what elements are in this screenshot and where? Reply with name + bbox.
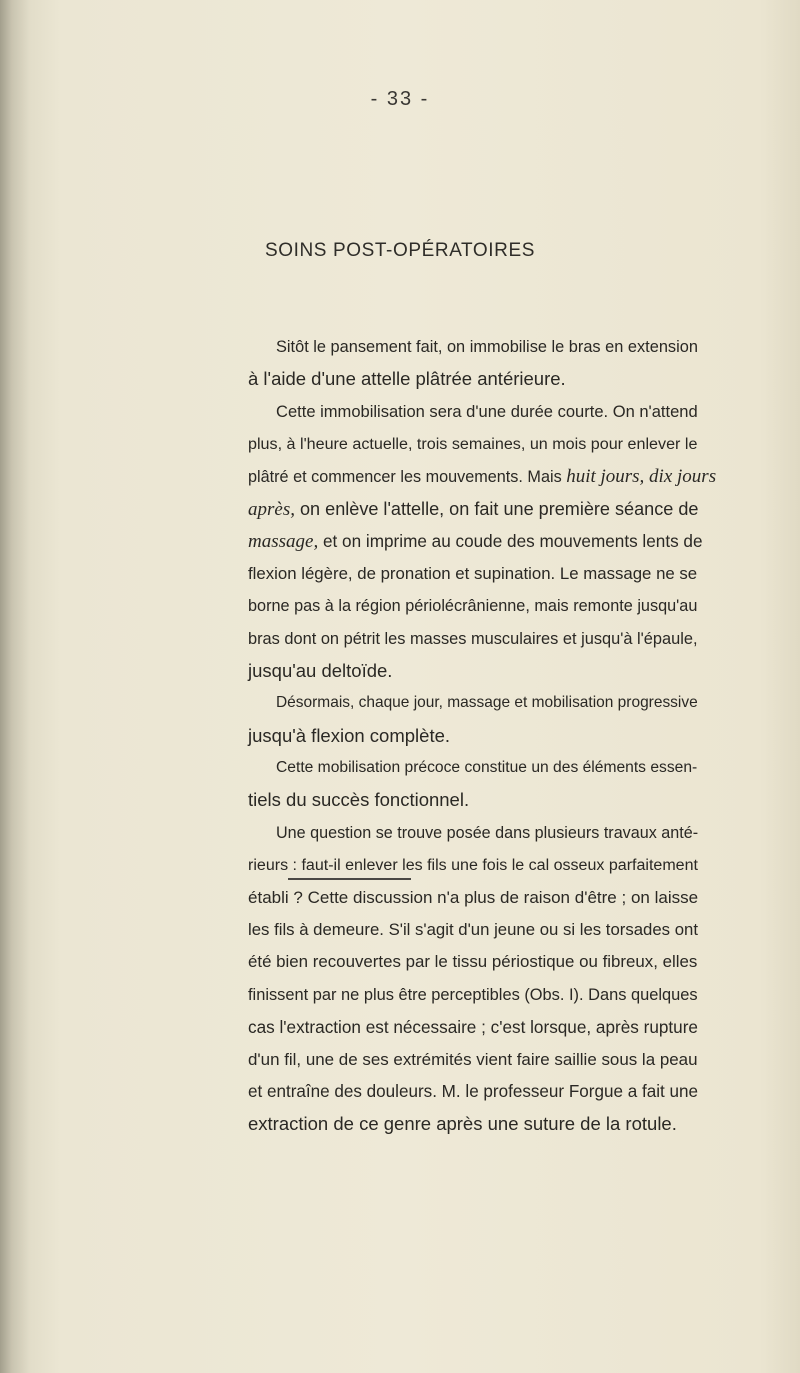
text-line: Cette mobilisation précoce constitue un des éléments essen- [276,759,698,777]
text-line: à l'aide d'une attelle plâtrée antérieure. [248,368,566,390]
text-line: et entraîne des douleurs. M. le professeur Forgue a fait une [248,1081,698,1101]
text-line: Une question se trouve posée dans plusieurs travaux anté- [276,823,699,842]
text-line: établi ? Cette discussion n'a plus de raison d'être ; on laisse [248,887,699,907]
text-line: flexion légère, de pronation et supination. Le massage ne se [248,563,698,583]
end-rule [288,878,411,880]
text-line: d'un fil, une de ses extrémités vient faire saillie sous la peau [248,1049,698,1069]
text-line: plâtré et commencer les mouvements. Mais huit jours, dix jours [248,465,717,487]
italic-phrase: après, [248,498,295,520]
text-line: borne pas à la région périolécrânienne, mais remonte jusqu'au [248,597,698,616]
text-line: jusqu'à flexion complète. [248,724,451,746]
text-line: Cette immobilisation sera d'une durée courte. On n'attend [276,401,698,421]
text-line: extraction de ce genre après une suture de la rotule. [248,1113,677,1135]
text-line: Désormais, chaque jour, massage et mobilisation progressive [276,694,698,712]
text-line: après, on enlève l'attelle, on fait une première séance de [248,498,699,520]
text-line: finissent par ne plus être perceptibles (Obs. I). Dans quelques [248,985,698,1004]
text-line: cas l'extraction est nécessaire ; c'est lorsque, après rupture [248,1017,698,1038]
text-line: massage, et on imprime au coude des mouvements lents de [248,531,703,553]
italic-phrase: massage, [248,531,319,553]
text-line: rieurs : faut-il enlever les fils une fois le cal osseux parfaitement [248,856,698,875]
text-line: tiels du succès fonctionnel. [248,789,470,811]
text-line: jusqu'au deltoïde. [248,659,393,681]
page-number: - 33 - [370,88,430,110]
text-line: les fils à demeure. S'il s'agit d'un jeune ou si les torsades ont [248,920,698,940]
text-line: été bien recouvertes par le tissu périostique ou fibreux, elles [248,952,698,972]
text-line: bras dont on pétrit les masses musculaires et jusqu'à l'épaule, [248,629,698,648]
text-line: plus, à l'heure actuelle, trois semaines, un mois pour enlever le [248,435,698,454]
italic-phrase: huit jours, dix jours [566,465,717,487]
text-line: Sitôt le pansement fait, on immobilise le bras en extension [276,338,698,356]
section-title: SOINS POST-OPÉRATOIRES [264,240,536,261]
body-text [248,331,717,1141]
